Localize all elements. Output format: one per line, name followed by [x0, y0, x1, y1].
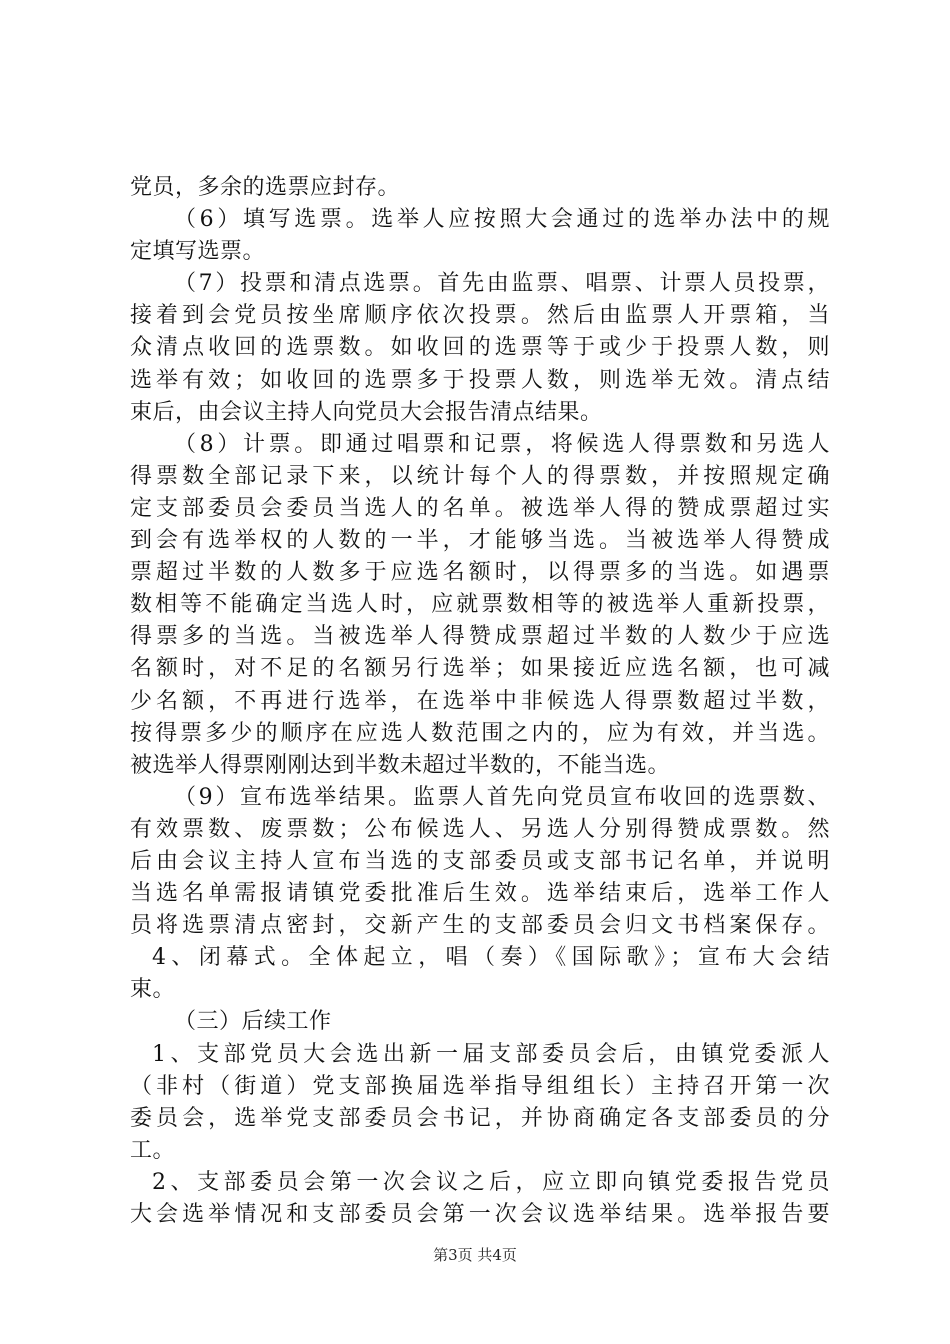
text-line: （非村（街道）党支部换届选举指导组组长）主持召开第一次	[130, 1073, 830, 1099]
text-line: 大会选举情况和支部委员会第一次会议选举结果。选举报告要	[130, 1202, 830, 1227]
text-line: 后由会议主持人宣布当选的支部委员或支部书记名单，并说明	[130, 848, 830, 874]
section-heading: （三）后续工作	[174, 1009, 332, 1035]
text-line: 委员会，选举党支部委员会书记，并协商确定各支部委员的分	[130, 1105, 830, 1131]
page-number-footer: 第3页 共4页	[433, 1246, 517, 1264]
text-line: 接着到会党员按坐席顺序依次投票。然后由监票人开票箱，当	[130, 303, 830, 329]
text-line: 员将选票清点密封，交新产生的支部委员会归文书档案保存。	[130, 913, 830, 939]
text-line: 名额时，对不足的名额另行选举；如果接近应选名额，也可减	[130, 656, 830, 682]
text-line: 定支部委员会委员当选人的名单。被选举人得的赞成票超过实	[130, 495, 830, 521]
text-line: 束。	[130, 977, 176, 1003]
text-line: 得票多的当选。当被选举人得赞成票超过半数的人数少于应选	[130, 624, 830, 650]
text-line: 票超过半数的人数多于应选名额时，以得票多的当选。如遇票	[130, 560, 830, 586]
text-line: 得票数全部记录下来，以统计每个人的得票数，并按照规定确	[130, 463, 830, 489]
text-line: 4、闭幕式。全体起立，唱（奏）《国际歌》；宣布大会结	[152, 945, 830, 971]
text-line: 按得票多少的顺序在应选人数范围之内的，应为有效，并当选。	[130, 720, 830, 746]
text-line: 众清点收回的选票数。如收回的选票等于或少于投票人数，则	[130, 335, 830, 361]
text-line: 工。	[130, 1137, 176, 1163]
text-line: 2、支部委员会第一次会议之后，应立即向镇党委报告党员	[152, 1169, 830, 1195]
text-line: 到会有选举权的人数的一半，才能够当选。当被选举人得赞成	[130, 528, 830, 554]
text-line: 少名额，不再进行选举，在选举中非候选人得票数超过半数，	[130, 688, 830, 714]
text-line: 选举有效；如收回的选票多于投票人数，则选举无效。清点结	[130, 367, 830, 393]
text-line: 党员，多余的选票应封存。	[130, 175, 401, 200]
text-line: 束后，由会议主持人向党员大会报告清点结果。	[130, 399, 603, 425]
text-line: 数相等不能确定当选人时，应就票数相等的被选举人重新投票，	[130, 592, 830, 618]
text-line: 被选举人得票刚刚达到半数未超过半数的，不能当选。	[130, 752, 671, 778]
document-body	[130, 172, 830, 1231]
text-line: 有效票数、废票数；公布候选人、另选人分别得赞成票数。然	[130, 816, 830, 842]
text-line: 1、支部党员大会选出新一届支部委员会后，由镇党委派人	[152, 1041, 830, 1067]
text-line: （6）填写选票。选举人应按照大会通过的选举办法中的规	[174, 207, 830, 233]
text-line: （8）计票。即通过唱票和记票，将候选人得票数和另选人	[174, 431, 830, 457]
text-line: （9）宣布选举结果。监票人首先向党员宣布收回的选票数、	[174, 784, 830, 810]
text-line: （7）投票和清点选票。首先由监票、唱票、计票人员投票，	[174, 271, 830, 297]
text-line: 当选名单需报请镇党委批准后生效。选举结束后，选举工作人	[130, 881, 830, 907]
text-line: 定填写选票。	[130, 239, 266, 265]
